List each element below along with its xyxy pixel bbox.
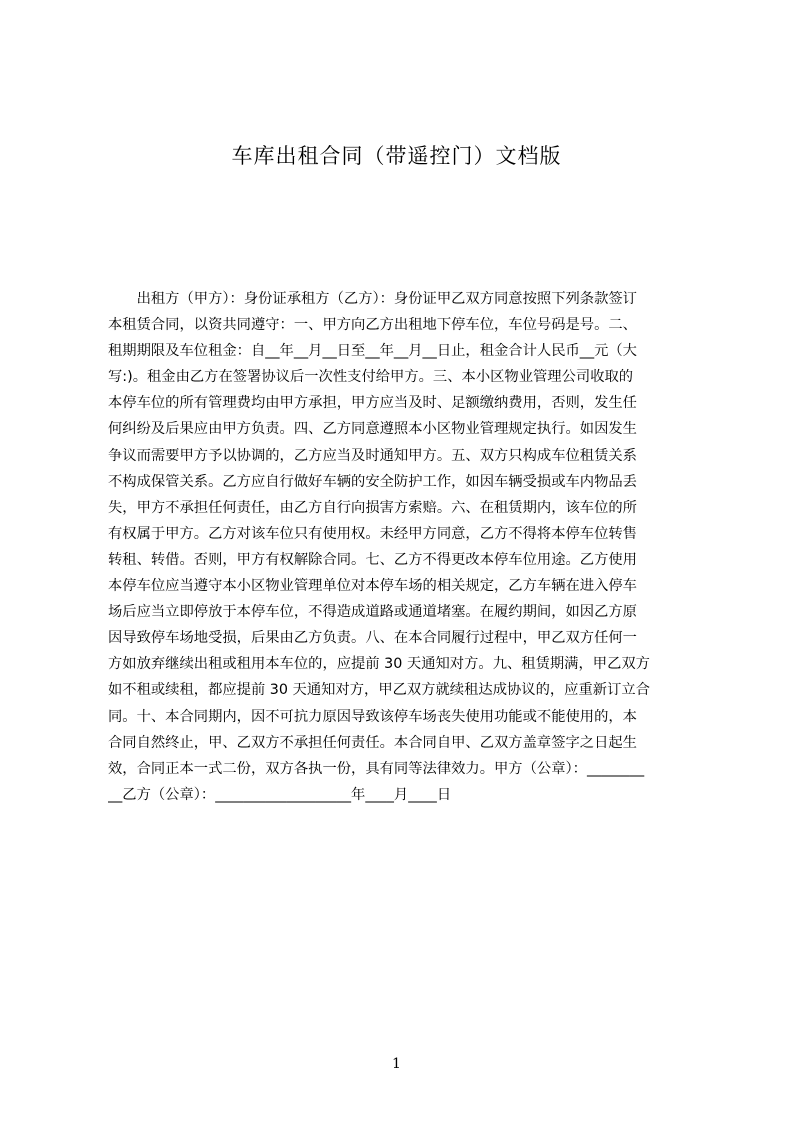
body-line: 场后应当立即停放于本停车位，不得造成道路或通道堵塞。在履约期间，如因乙方原 [108, 604, 637, 621]
body-line: 合同自然终止，甲、乙双方不承担任何责任。本合同自甲、乙双方盖章签字之日起生 [108, 734, 637, 751]
body-line: 有权属于甲方。乙方对该车位只有使用权。未经甲方同意，乙方不得将本停车位转售 [108, 525, 637, 542]
body-line: 本停车位应当遵守本小区物业管理单位对本停车场的相关规定，乙方车辆在进入停车 [108, 578, 637, 595]
body-line: 同。十、本合同期内，因不可抗力原因导致该停车场丧失使用功能或不能使用的，本 [108, 708, 637, 725]
body-line: 租期期限及车位租金：自__年__月__日至__年__月__日止，租金合计人民币__元（大 [108, 343, 637, 360]
body-line: 出租方（甲方）：身份证承租方（乙方）：身份证甲乙双方同意按照下列条款签订 [108, 291, 637, 307]
page-number: 1 [392, 1056, 401, 1072]
body-line: 因导致停车场地受损，后果由乙方负责。八、在本合同履行过程中，甲乙双方任何一 [108, 630, 637, 647]
body-line: 失，甲方不承担任何责任，由乙方自行向损害方索赔。六、在租赁期内，该车位的所 [108, 499, 637, 516]
body-line: 转租、转借。否则，甲方有权解除合同。七、乙方不得更改本停车位用途。乙方使用 [108, 551, 637, 568]
body-line: 写:)。租金由乙方在签署协议后一次性支付给甲方。三、本小区物业管理公司收取的 [108, 369, 634, 386]
body-line: 方如放弃继续出租或租用本车位的，应提前 30 天通知对方。九、租赁期满，甲乙双方 [108, 656, 650, 673]
body-line: 效，合同正本一式二份，双方各执一份，具有同等法律效力。甲方（公章）：________ [108, 760, 645, 777]
body-line: 本停车位的所有管理费均由甲方承担，甲方应当及时、足额缴纳费用，否则，发生任 [108, 395, 637, 412]
body-line: 本租赁合同，以资共同遵守：一、甲方向乙方出租地下停车位，车位号码是号。二、 [108, 317, 637, 334]
body-line: 争议而需要甲方予以协调的，乙方应当及时通知甲方。五、双方只构成车位租赁关系 [108, 447, 637, 464]
body-line: 不构成保管关系。乙方应自行做好车辆的安全防护工作，如因车辆受损或车内物品丢 [108, 473, 637, 490]
body-line: __乙方（公章）：___________________年____月____日 [108, 786, 452, 803]
body-line: 如不租或续租，都应提前 30 天通知对方，甲乙双方就续租达成协议的，应重新订立合 [108, 682, 650, 699]
document-title: 车库出租合同（带遥控门）文档版 [231, 144, 562, 168]
body-line: 何纠纷及后果应由甲方负责。四、乙方同意遵照本小区物业管理规定执行。如因发生 [108, 421, 637, 438]
contract-body [108, 286, 698, 808]
